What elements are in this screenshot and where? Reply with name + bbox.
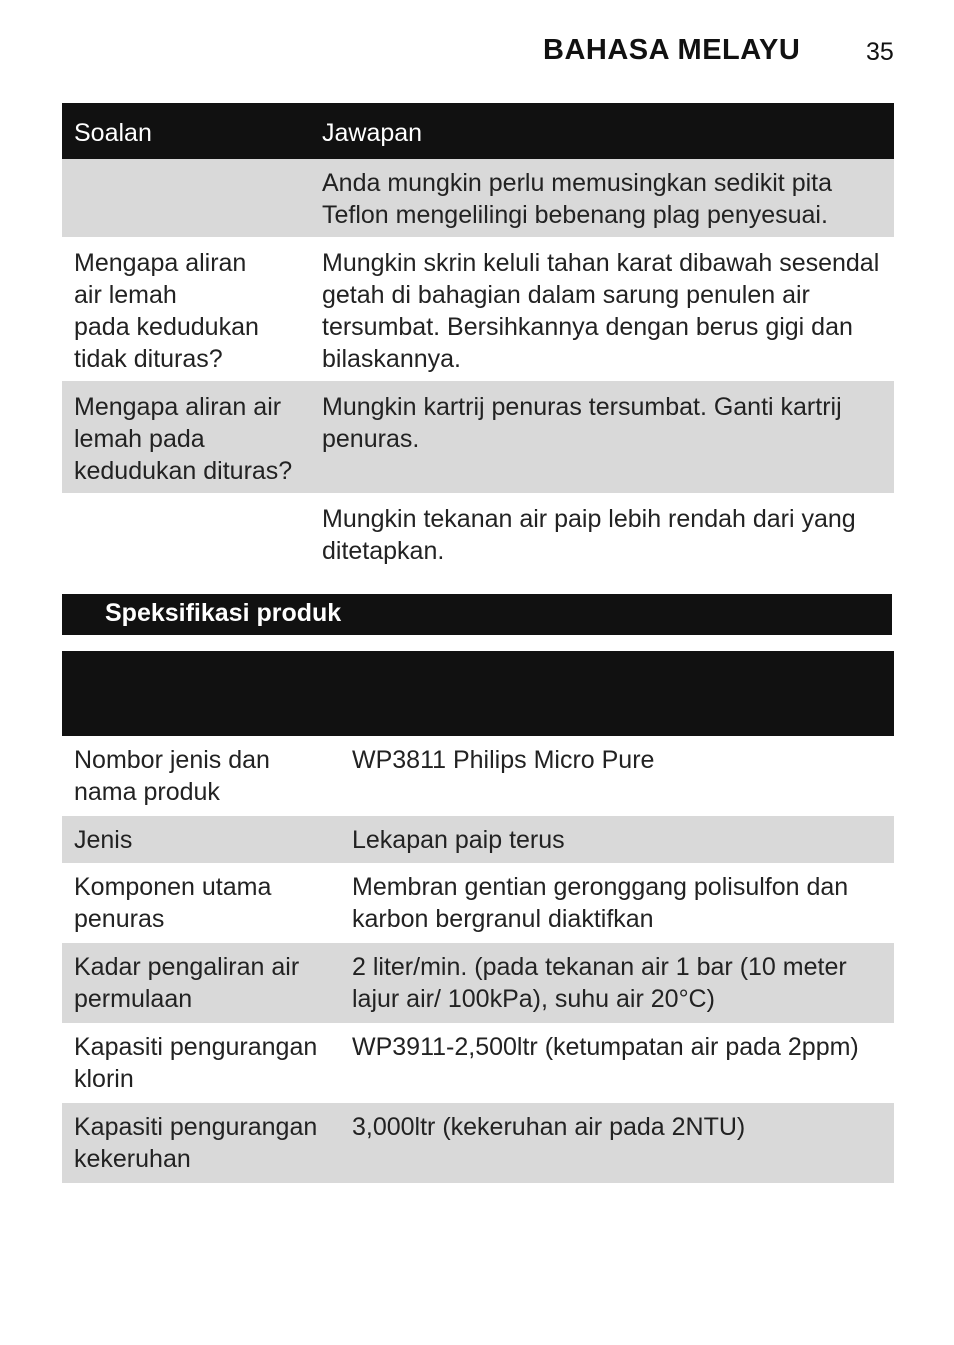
faq-answer: Anda mungkin perlu memusingkan sedikit pita Teflon mengelilingi bebenang plag penyesuai. <box>322 169 832 229</box>
spec-value: WP3911-2,500ltr (ketumpatan air pada 2ppm) <box>352 1033 859 1061</box>
spec-label: Kadar pengaliran air permulaan <box>74 953 300 1013</box>
spec-value: WP3811 Philips Micro Pure <box>352 746 655 774</box>
specs-table <box>62 651 894 1183</box>
faq-question: Mengapa aliran air lemah pada kedudukan tidak dituras? <box>74 249 259 373</box>
spec-value: 2 liter/min. (pada tekanan air 1 bar (10 meter lajur air/ 100kPa), suhu air 20°C) <box>352 953 847 1013</box>
faq-row <box>62 237 894 381</box>
faq-answer: Mungkin skrin keluli tahan karat dibawah sesendal getah di bahagian dalam sarung penulen air tersumbat. Bersihkannya dengan berus gigi dan bilaskannya. <box>322 249 880 373</box>
spec-label: Kapasiti pengurangan klorin <box>74 1033 318 1093</box>
spec-label: Kapasiti pengurangan kekeruhan <box>74 1113 318 1173</box>
faq-header-answer: Jawapan <box>322 119 423 147</box>
spec-label: Nombor jenis dan nama produk <box>74 746 270 806</box>
faq-row <box>62 381 894 493</box>
spec-label: Jenis <box>74 826 133 854</box>
spec-value: 3,000ltr (kekeruhan air pada 2NTU) <box>352 1113 746 1141</box>
spec-label: Komponen utama penuras <box>74 873 272 933</box>
specs-row <box>62 1023 894 1103</box>
faq-header-question: Soalan <box>74 119 152 147</box>
page-number: 35 <box>866 38 894 66</box>
specs-row <box>62 863 894 943</box>
section-heading-bar <box>62 594 892 635</box>
header-title: BAHASA MELAYU <box>543 34 801 66</box>
specs-row <box>62 1103 894 1183</box>
specs-row <box>62 736 894 816</box>
faq-row <box>62 493 894 573</box>
specs-header-row <box>62 651 894 736</box>
faq-header-row <box>62 103 894 159</box>
specs-row <box>62 816 894 863</box>
faq-question: Mengapa aliran air lemah pada kedudukan dituras? <box>74 393 293 485</box>
specs-row <box>62 943 894 1023</box>
faq-answer: Mungkin kartrij penuras tersumbat. Ganti kartrij penuras. <box>322 393 842 453</box>
spec-value: Membran gentian geronggang polisulfon dan karbon bergranul diaktifkan <box>352 873 849 933</box>
faq-row <box>62 159 894 237</box>
section-heading: Speksifikasi produk <box>105 599 342 627</box>
faq-table <box>62 103 894 573</box>
faq-answer: Mungkin tekanan air paip lebih rendah dari yang ditetapkan. <box>322 505 856 565</box>
spec-value: Lekapan paip terus <box>352 826 565 854</box>
